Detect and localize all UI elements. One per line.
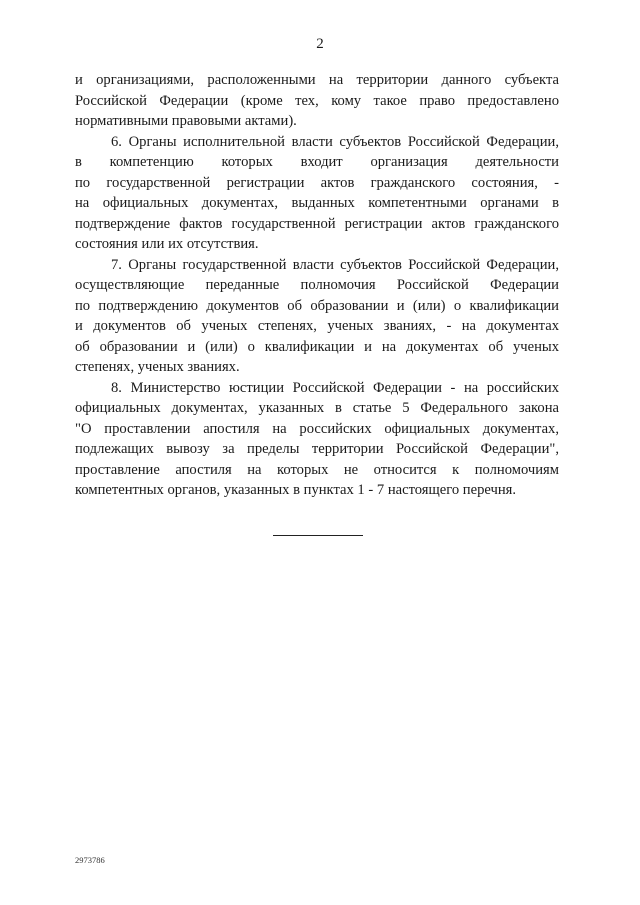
text-line: "О проставлении апостиля на российских официальных документах, (75, 420, 559, 437)
text-line: об образовании и (или) о квалификации и на документах об ученых (75, 338, 559, 355)
text-line: официальных документах, указанных в статье 5 Федерального закона (75, 400, 559, 416)
separator-line (273, 535, 363, 536)
text-line: компетентных органов, указанных в пунктах 1 - 7 настоящего перечня. (75, 482, 517, 498)
text-line: 6. Органы исполнительной власти субъектов Российской Федерации, (111, 133, 559, 150)
text-line: Российской Федерации (кроме тех, кому такое право предоставлено (75, 92, 559, 109)
text-line: по государственной регистрации актов гражданского состояния, - (75, 174, 559, 191)
text-line: на официальных документах, выданных компетентными органами в (75, 195, 559, 211)
text-line: состояния или их отсутствия. (75, 236, 259, 252)
text-line: 8. Министерство юстиции Российской Федерации - на российских (111, 379, 559, 396)
page-number: 2 (316, 36, 324, 52)
text-line: нормативными правовыми актами). (75, 113, 297, 129)
text-line: в компетенцию которых входит организация деятельности (75, 154, 559, 170)
document-body (75, 70, 559, 501)
document-code: 2973786 (75, 855, 105, 865)
text-line: осуществляющие переданные полномочия Российской Федерации (75, 277, 559, 293)
text-line: проставление апостиля на которых не относится к полномочиям (75, 461, 559, 478)
text-line: по подтверждению документов об образовании и (или) о квалификации (75, 297, 559, 314)
text-line: подтверждение фактов государственной регистрации актов гражданского (75, 215, 559, 232)
text-line: подлежащих вывозу за пределы территории Российской Федерации", (75, 441, 559, 457)
text-line: и документов об ученых степенях, ученых званиях, - на документах (75, 318, 559, 334)
text-line: и организациями, расположенными на территории данного субъекта (75, 72, 559, 88)
text-line: степенях, ученых званиях. (75, 359, 240, 375)
text-line: 7. Органы государственной власти субъектов Российской Федерации, (111, 256, 559, 273)
